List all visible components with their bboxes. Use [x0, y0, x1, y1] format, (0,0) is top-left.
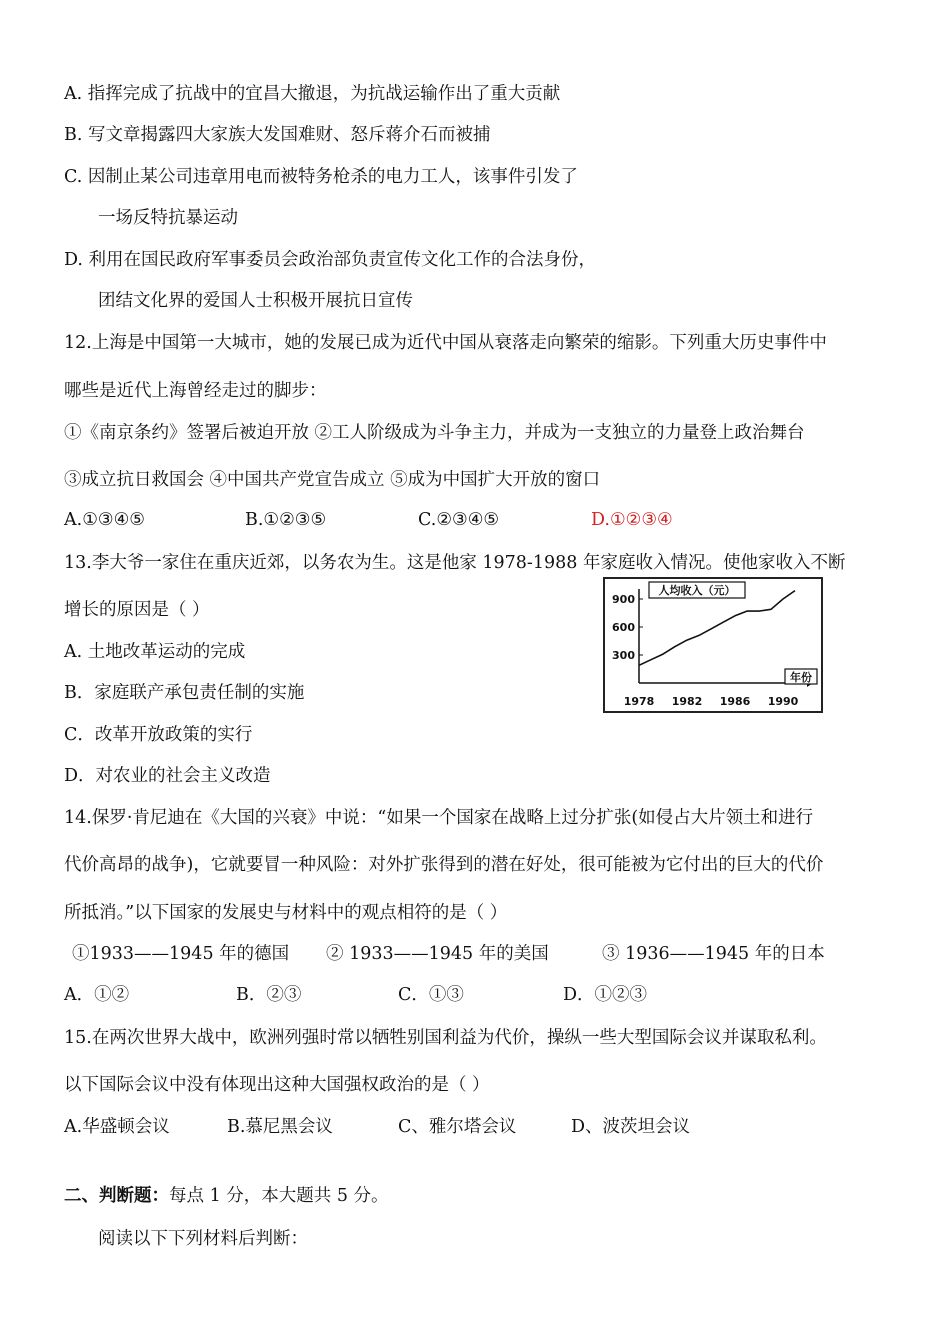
y-tick-label: 900: [612, 593, 635, 606]
income-series-line: [639, 591, 795, 666]
section2-header: [64, 1184, 389, 1208]
q12-items-line2: ③成立抗日救国会 ④中国共产党宣告成立 ⑤成为中国扩大开放的窗口: [64, 470, 601, 490]
q13-option-a: A. 土地改革运动的完成: [64, 642, 246, 662]
q12-option-b: B.①②③⑤: [245, 510, 327, 530]
section2-heading: 二、判断题：: [64, 1186, 169, 1206]
x-tick-label: 1982: [671, 695, 703, 708]
q15-option-b: B.慕尼黑会议: [227, 1117, 333, 1137]
x-tick-label: 1990: [767, 695, 799, 708]
q12-option-d-answer: D.①②③④: [591, 510, 673, 530]
q12-stem: 12.上海是中国第一大城市，她的发展已成为近代中国从衰落走向繁荣的缩影。下列重大历史事件中: [64, 333, 827, 353]
x-tick-label: 1978: [623, 695, 655, 708]
section2-desc: 每点 1 分，本大题共 5 分。: [169, 1186, 389, 1206]
q12-option-a: A.①③④⑤: [64, 510, 145, 530]
q14-item-1: ①1933——1945 年的德国: [72, 944, 290, 964]
q14-stem-cont2: 所抵消。”以下国家的发展史与材料中的观点相符的是（ ）: [64, 903, 508, 923]
q11-option-d: D. 利用在国民政府军事委员会政治部负责宣传文化工作的合法身份，: [64, 250, 597, 270]
q11-option-b: B. 写文章揭露四大家族大发国难财、怒斥蒋介石而被捕: [64, 125, 491, 145]
q13-option-c: C．改革开放政策的实行: [64, 725, 253, 745]
q13-option-b: B．家庭联产承包责任制的实施: [64, 683, 305, 703]
q15-option-d: D、波茨坦会议: [571, 1117, 691, 1137]
q14-item-2: ② 1933——1945 年的美国: [326, 944, 549, 964]
section2-intro: 阅读以下下列材料后判断：: [98, 1229, 308, 1249]
y-tick-label: 300: [612, 649, 635, 662]
income-chart-svg: [605, 579, 821, 711]
q12-items-line1: ①《南京条约》签署后被迫开放 ②工人阶级成为斗争主力，并成为一支独立的力量登上政治舞台: [64, 423, 805, 443]
q14-stem-cont1: 代价高昂的战争)，它就要冒一种风险：对外扩张得到的潜在好处，很可能被为它付出的巨大的代价: [64, 855, 824, 875]
q15-stem-cont: 以下国际会议中没有体现出这种大国强权政治的是（ ）: [64, 1075, 490, 1095]
q13-stem-cont: 增长的原因是（ ）: [64, 600, 210, 620]
q11-option-c-cont: 一场反特抗暴运动: [98, 208, 238, 228]
q11-option-a: A. 指挥完成了抗战中的宜昌大撤退，为抗战运输作出了重大贡献: [64, 84, 561, 104]
q14-option-a: A．①②: [64, 985, 130, 1005]
x-axis-title: 年份: [790, 671, 812, 684]
q12-stem-cont: 哪些是近代上海曾经走过的脚步：: [64, 381, 327, 401]
q15-option-c: C、雅尔塔会议: [398, 1117, 517, 1137]
q13-stem: 13.李大爷一家住在重庆近郊，以务农为生。这是他家 1978-1988 年家庭收入情况。使他家收入不断: [64, 553, 846, 573]
y-tick-label: 600: [612, 621, 635, 634]
x-tick-label: 1986: [719, 695, 751, 708]
q14-item-3: ③ 1936——1945 年的日本: [602, 944, 825, 964]
income-chart: [603, 577, 823, 713]
q11-option-c: C. 因制止某公司违章用电而被特务枪杀的电力工人，该事件引发了: [64, 167, 578, 187]
q14-option-c: C．①③: [398, 985, 464, 1005]
q11-option-d-cont: 团结文化界的爱国人士积极开展抗日宣传: [98, 291, 413, 311]
q15-option-a: A.华盛顿会议: [64, 1117, 170, 1137]
q14-option-d: D．①②③: [563, 985, 648, 1005]
q14-option-b: B．②③: [236, 985, 302, 1005]
q14-stem: 14.保罗·肯尼迪在《大国的兴衰》中说：“如果一个国家在战略上过分扩张(如侵占大片领土和进行: [64, 808, 814, 828]
q12-option-c: C.②③④⑤: [418, 510, 500, 530]
y-axis-title: 人均收入（元）: [658, 584, 736, 597]
q13-option-d: D．对农业的社会主义改造: [64, 766, 271, 786]
q15-stem: 15.在两次世界大战中，欧洲列强时常以牺牲别国利益为代价，操纵一些大型国际会议并谋取私利。: [64, 1028, 827, 1048]
